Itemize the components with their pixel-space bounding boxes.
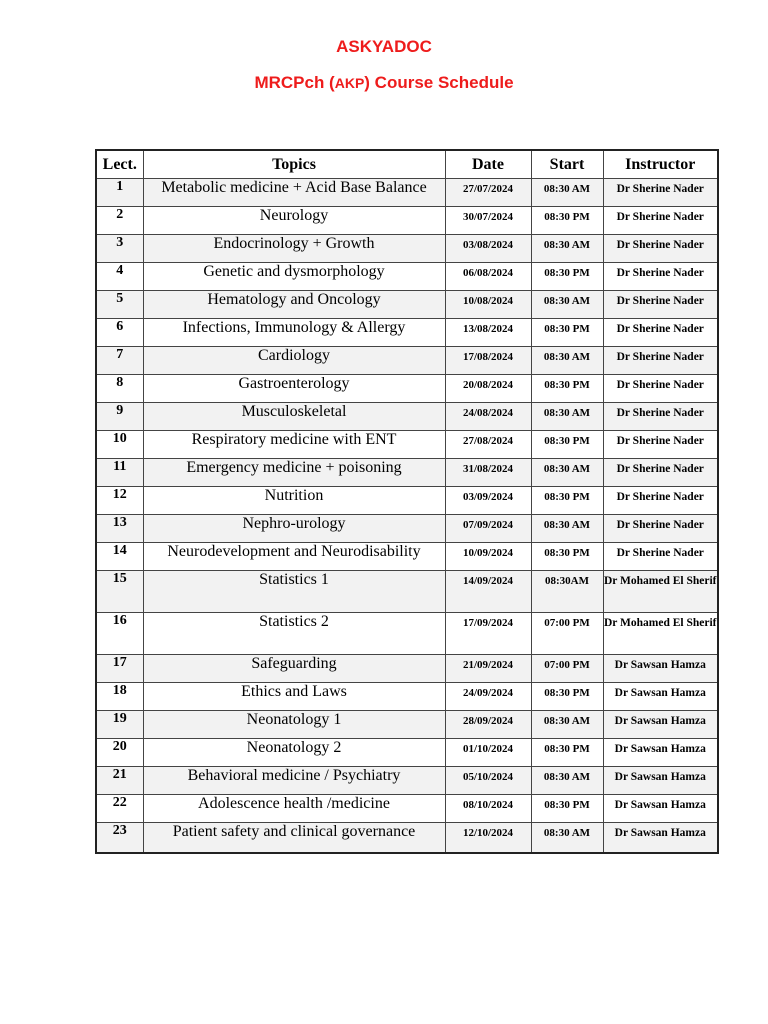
start-time-cell: 08:30 PM (531, 431, 603, 459)
instructor-cell: Dr Sawsan Hamza (603, 823, 718, 853)
course-title-abbrev: AKP (334, 75, 365, 91)
date-cell: 06/08/2024 (445, 263, 531, 291)
date-cell: 03/08/2024 (445, 235, 531, 263)
lecture-number: 12 (96, 487, 143, 515)
instructor-cell: Dr Sherine Nader (603, 291, 718, 319)
topic-cell: Musculoskeletal (143, 403, 445, 431)
instructor-cell: Dr Sawsan Hamza (603, 739, 718, 767)
instructor-cell: Dr Sherine Nader (603, 515, 718, 543)
lecture-number: 22 (96, 795, 143, 823)
start-time-cell: 08:30 PM (531, 487, 603, 515)
column-header-date: Date (445, 150, 531, 179)
table-row (96, 487, 718, 515)
lecture-number: 3 (96, 235, 143, 263)
topic-cell: Neonatology 2 (143, 739, 445, 767)
instructor-cell: Dr Sherine Nader (603, 207, 718, 235)
start-time-cell: 08:30 AM (531, 767, 603, 795)
date-cell: 28/09/2024 (445, 711, 531, 739)
topic-cell: Endocrinology + Growth (143, 235, 445, 263)
date-cell: 27/07/2024 (445, 179, 531, 207)
date-cell: 10/09/2024 (445, 543, 531, 571)
topic-cell: Emergency medicine + poisoning (143, 459, 445, 487)
topic-cell: Neurodevelopment and Neurodisability (143, 543, 445, 571)
table-row (96, 571, 718, 613)
lecture-number: 16 (96, 613, 143, 655)
instructor-cell: Dr Sherine Nader (603, 543, 718, 571)
lecture-number: 9 (96, 403, 143, 431)
schedule-table (95, 149, 719, 854)
table-row (96, 347, 718, 375)
date-cell: 31/08/2024 (445, 459, 531, 487)
start-time-cell: 08:30 PM (531, 795, 603, 823)
instructor-cell: Dr Sherine Nader (603, 431, 718, 459)
start-time-cell: 08:30 AM (531, 235, 603, 263)
table-row (96, 613, 718, 655)
column-header-lect: Lect. (96, 150, 143, 179)
table-row (96, 767, 718, 795)
start-time-cell: 08:30 PM (531, 319, 603, 347)
lecture-number: 19 (96, 711, 143, 739)
lecture-number: 7 (96, 347, 143, 375)
start-time-cell: 08:30 PM (531, 263, 603, 291)
date-cell: 27/08/2024 (445, 431, 531, 459)
topic-cell: Genetic and dysmorphology (143, 263, 445, 291)
start-time-cell: 08:30 AM (531, 179, 603, 207)
start-time-cell: 08:30 AM (531, 291, 603, 319)
lecture-number: 13 (96, 515, 143, 543)
lecture-number: 4 (96, 263, 143, 291)
topic-cell: Nephro-urology (143, 515, 445, 543)
lecture-number: 14 (96, 543, 143, 571)
table-row (96, 207, 718, 235)
table-row (96, 739, 718, 767)
topic-cell: Safeguarding (143, 655, 445, 683)
lecture-number: 20 (96, 739, 143, 767)
instructor-cell: Dr Sherine Nader (603, 487, 718, 515)
start-time-cell: 08:30 AM (531, 459, 603, 487)
topic-cell: Ethics and Laws (143, 683, 445, 711)
date-cell: 08/10/2024 (445, 795, 531, 823)
topic-cell: Statistics 2 (143, 613, 445, 655)
start-time-cell: 08:30 PM (531, 207, 603, 235)
organization-title: ASKYADOC (336, 37, 432, 56)
start-time-cell: 07:00 PM (531, 655, 603, 683)
instructor-cell: Dr Mohamed El Sherif (603, 613, 718, 655)
table-row (96, 823, 718, 853)
table-row (96, 291, 718, 319)
date-cell: 20/08/2024 (445, 375, 531, 403)
start-time-cell: 08:30 AM (531, 403, 603, 431)
course-title-prefix: MRCPch ( (254, 73, 335, 92)
column-header-start: Start (531, 150, 603, 179)
topic-cell: Neurology (143, 207, 445, 235)
date-cell: 07/09/2024 (445, 515, 531, 543)
table-row (96, 459, 718, 487)
lecture-number: 21 (96, 767, 143, 795)
table-row (96, 431, 718, 459)
table-row (96, 375, 718, 403)
topic-cell: Hematology and Oncology (143, 291, 445, 319)
date-cell: 24/09/2024 (445, 683, 531, 711)
lecture-number: 11 (96, 459, 143, 487)
date-cell: 21/09/2024 (445, 655, 531, 683)
instructor-cell: Dr Sawsan Hamza (603, 795, 718, 823)
date-cell: 24/08/2024 (445, 403, 531, 431)
date-cell: 03/09/2024 (445, 487, 531, 515)
table-row (96, 543, 718, 571)
table-row (96, 711, 718, 739)
instructor-cell: Dr Sherine Nader (603, 375, 718, 403)
date-cell: 12/10/2024 (445, 823, 531, 853)
start-time-cell: 08:30 PM (531, 543, 603, 571)
date-cell: 05/10/2024 (445, 767, 531, 795)
lecture-number: 15 (96, 571, 143, 613)
date-cell: 30/07/2024 (445, 207, 531, 235)
instructor-cell: Dr Mohamed El Sherif (603, 571, 718, 613)
table-header-row (96, 150, 718, 179)
topic-cell: Metabolic medicine + Acid Base Balance (143, 179, 445, 207)
instructor-cell: Dr Sawsan Hamza (603, 683, 718, 711)
table-row (96, 515, 718, 543)
start-time-cell: 08:30 PM (531, 375, 603, 403)
topic-cell: Gastroenterology (143, 375, 445, 403)
lecture-number: 6 (96, 319, 143, 347)
instructor-cell: Dr Sawsan Hamza (603, 655, 718, 683)
table-row (96, 235, 718, 263)
date-cell: 17/08/2024 (445, 347, 531, 375)
start-time-cell: 08:30 AM (531, 347, 603, 375)
start-time-cell: 08:30AM (531, 571, 603, 613)
topic-cell: Respiratory medicine with ENT (143, 431, 445, 459)
start-time-cell: 07:00 PM (531, 613, 603, 655)
date-cell: 17/09/2024 (445, 613, 531, 655)
date-cell: 14/09/2024 (445, 571, 531, 613)
table-row (96, 683, 718, 711)
lecture-number: 8 (96, 375, 143, 403)
topic-cell: Infections, Immunology & Allergy (143, 319, 445, 347)
start-time-cell: 08:30 AM (531, 823, 603, 853)
table-row (96, 795, 718, 823)
table-row (96, 263, 718, 291)
lecture-number: 17 (96, 655, 143, 683)
instructor-cell: Dr Sherine Nader (603, 319, 718, 347)
topic-cell: Patient safety and clinical governance (143, 823, 445, 853)
lecture-number: 2 (96, 207, 143, 235)
topic-cell: Behavioral medicine / Psychiatry (143, 767, 445, 795)
topic-cell: Adolescence health /medicine (143, 795, 445, 823)
column-header-instructor: Instructor (603, 150, 718, 179)
date-cell: 13/08/2024 (445, 319, 531, 347)
instructor-cell: Dr Sawsan Hamza (603, 767, 718, 795)
instructor-cell: Dr Sawsan Hamza (603, 711, 718, 739)
lecture-number: 10 (96, 431, 143, 459)
instructor-cell: Dr Sherine Nader (603, 179, 718, 207)
topic-cell: Cardiology (143, 347, 445, 375)
course-title-suffix: ) Course Schedule (364, 73, 514, 92)
schedule-table-body (96, 179, 718, 853)
topic-cell: Statistics 1 (143, 571, 445, 613)
instructor-cell: Dr Sherine Nader (603, 347, 718, 375)
table-row (96, 179, 718, 207)
start-time-cell: 08:30 AM (531, 515, 603, 543)
lecture-number: 1 (96, 179, 143, 207)
topic-cell: Neonatology 1 (143, 711, 445, 739)
lecture-number: 23 (96, 823, 143, 853)
start-time-cell: 08:30 PM (531, 739, 603, 767)
lecture-number: 18 (96, 683, 143, 711)
date-cell: 01/10/2024 (445, 739, 531, 767)
start-time-cell: 08:30 PM (531, 683, 603, 711)
table-row (96, 319, 718, 347)
lecture-number: 5 (96, 291, 143, 319)
column-header-topics: Topics (143, 150, 445, 179)
instructor-cell: Dr Sherine Nader (603, 235, 718, 263)
table-row (96, 403, 718, 431)
instructor-cell: Dr Sherine Nader (603, 263, 718, 291)
course-schedule-title (0, 73, 768, 93)
start-time-cell: 08:30 AM (531, 711, 603, 739)
date-cell: 10/08/2024 (445, 291, 531, 319)
instructor-cell: Dr Sherine Nader (603, 459, 718, 487)
topic-cell: Nutrition (143, 487, 445, 515)
table-row (96, 655, 718, 683)
instructor-cell: Dr Sherine Nader (603, 403, 718, 431)
